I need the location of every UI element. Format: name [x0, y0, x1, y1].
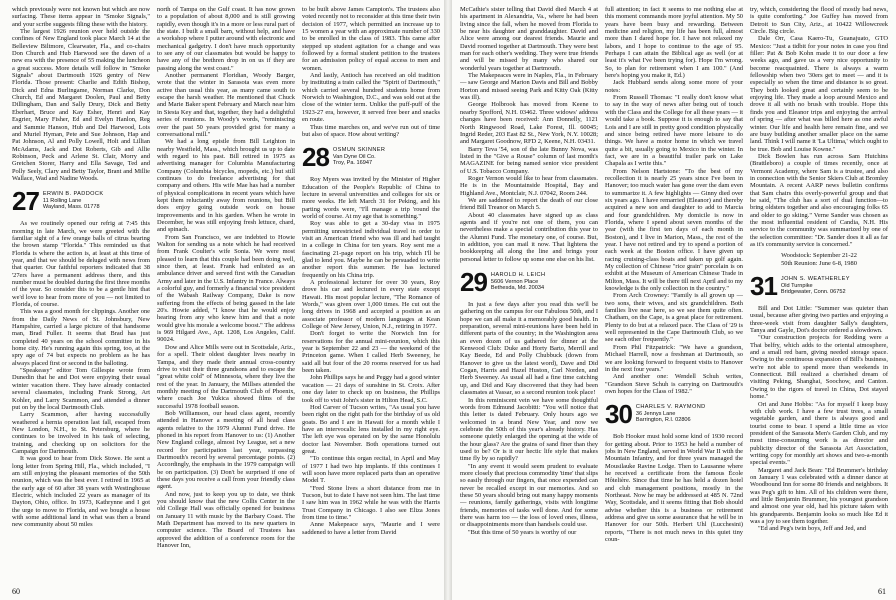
paragraph: From Russell Thomas: "I really don't know what to say in the way of news after being out of touch with the Class and the College for all these years — it would take a book. Suppose it is enough to say that Lois and I are still in pretty good condition physically and since being retired have more leisure to do things. We have a motor home in which we travel quite a bit, usually going to Mexico in the winter. In fact, we are in a beautiful trailer park on Lake Chapala as I write this." — [605, 94, 743, 168]
secretary-address-line1: Old Turnpike — [780, 282, 813, 289]
paragraph: Bob Hooker must hold some kind of 1930 record for getting about. Prior to 1953 he held a number of jobs in New England, served in World War II with the Mountain Infantry, and for three years managed the Mousilauke Ravine Lodge. Then to Lausanne where he received a certificate from the famous École Hôtelière. Since that time he has held a dozen hotel and club management positions, mostly in the Northeast. Now he may be addressed at 485 N. 72nd Way, Scottsdale, and it seems fitting that Bob should advise whether this is a business or retirement address and give us some assurance that he will be in Hanover for our 50th. Herbert Uhl (Lucchesini) reports, "There is not much news in this quiet tiny coun- — [605, 433, 743, 544]
right-page — [452, 0, 896, 600]
paragraph: George Holbrook has moved from Keene to nearby Spofford, N.H. 03462. Three widows' address changes have been received: Ann Donnelly, 1121 North Ringwood Road, Lake Forest, Ill. 60045; Ingrid Reder, 203 East 82 St., New York, N.Y. 10028; and Margaret Goodnow, RFD 2, Keene, N.H. 03431. — [460, 101, 598, 146]
paragraph: north of Tampa on the Gulf coast. It has now grown to a population of about 8,000 and is still growing rapidly, even though it's in a more or less rural part of the state. I built a small barn, without help, and have a workshop where I putter around with electronic and mechanical gadgetry. I don't have much opportunity to see any of our classmates but would be happy to have any of the brethren drop in on us if they are passing along the west coast." — [157, 6, 295, 72]
paragraph: which previously were not known but which are now surfacing. These items appear in "Smoke Signals," and your scribe suggests filing these with the history. — [12, 6, 150, 28]
secretary-name: ERWIN B. PADDOCK — [42, 191, 104, 198]
paragraph: Barry Teva '54, son of the late Bunny Nova, was listed in the "Give a Rouse" column of last month's MAGAZINE for being named senior vice president of U.S. Tobacco Company. — [460, 145, 598, 175]
paragraph: Margaret and Jack Bean: "Ed Brummer's birthday on January 1 was celebrated with a dinner dance at Woodbound Inn for some 80 friends and neighbors. It was Peg's gift to him. All of his children were there, and little Benjamin Brummer, his youngest grandson and almost one year old, had his picture taken with his grandparents. Benjamin looks so much like Ed it was a joy to see them together. — [750, 466, 888, 525]
paragraph: As we routinely opened our refrig at 7:45 this morning in late March, we were greeted with the familiar sight of a few orange balls of citrus bearing the brown stamp "Florida." This reminded us that Florida is where the action is, at least at this time of year, and that we should be deluged with news from that quarter. Our faithful reporters indicated that 38 '27ers have a permanent address there, and this number must be doubled during the first three months of the year. So consider this to be a gentle hint that we'd love to hear from more of you — not limited to Florida, of course. — [12, 220, 150, 309]
secretary-address-line2: Barrington, R.I. 02806 — [635, 417, 691, 424]
page-number: 60 — [12, 587, 20, 596]
paragraph: "Fred Stone lives a short distance from me in Tucson, but to date I have not seen him. The last time I saw him was in 1962 while he was with the Harris Trust Company in Chicago. I also see Eliza Jones from time to time." — [302, 484, 440, 521]
paragraph: This was a good month for clippings. Another one from the Daily News of St. Johnsbury, New Hampshire, carried a large picture of that handsome man, Brad Fuller. It seems that Brad has just completed 40 years on the school committee in his home city. He's running again this spring, too, at the spry age of 74 but expects no problem as he has always placed first or second in the balloting. — [12, 308, 150, 367]
paragraph: "Speakeasy" editor Tom Gillespie wrote from Dunedin that he and Dot were enjoying their usual winter vacation there. They have already contacted several classmates, including Frank Strong, Art Kohler, and Larry Scammon, and attended a dinner put on by the local Dartmouth Club. — [12, 367, 150, 411]
secretary-address-line1: 11 Rolling Lane — [42, 197, 82, 204]
paragraph: It was good to hear from Dick Stowe. He sent a long letter from Spring Hill, Fla., which included, "I am still enjoying the pleasant memories of the 50th reunion, which was the best ever. I retired in 1965 at the early age of 60 after 38 years with Westinghouse Electric, which included 22 years as manager of its Dayton, Ohio, office. In 1973, Kathrynne and I got the urge to move to Florida, and we bought a house with some additional land in what was then a brand new community about 50 miles — [12, 455, 150, 529]
right-column-3 — [750, 6, 888, 583]
paragraph: From Phil Fitzpatrick: "We have a grandson, Michael Harrell, now a freshman at Dartmouth, so we are looking forward to frequent visits to Hanover in the next four years." — [605, 343, 743, 373]
paragraph: And another one: Wendell Schuh writes, "Grandson Steve Schuh is carrying on Dartmouth's own hopes for the Class of 1982." — [605, 373, 743, 395]
paragraph: Jack Hubbard sends along some more of your notes: — [605, 79, 743, 94]
right-column-1 — [460, 6, 598, 583]
class-year: 29 — [460, 267, 487, 298]
paragraph: to be built above James Campion's. The trustees also voted recently not to reconsider at this time their twin decision of 1977, which permitted an increase up to 15 women a year with an approximate number of 330 to be enrolled in the class of 1983. This came after stepped up student agitation for a change and was followed by a formal student petition to the trustees for an admission policy of equal access to men and women. — [302, 6, 440, 72]
paragraph: In this reminiscent vein we have some thoughtful words from Edmund Jacobitti: "You will notice that this letter is dated February. Only hours ago we welcomed in a brand New Year, and now we celebrate the 50th of this year's already history. Has someone quietly enlarged the opening at the wide of the hour glass? Are the grains of sand finer than they used to be? Or is it our hectic life style that makes time fly by so rapidly? — [460, 396, 598, 463]
paragraph: About 40 classmates have signed up as class agents and if you're not one of them, you can nevertheless make a special contribution this year to the Alumni Fund. The monetary one, of course. But, in addition, you can mail it now. That lightens the bookkeeping all along the line and brings your personal letter to follow up some one else on his list. — [460, 211, 598, 263]
paragraph: Thus time marches on, and we've run out of time but also of space. How about writing? — [302, 123, 440, 138]
paragraph: The largest 1926 reunion ever held outside the confines of New England took place March 14 at the Belleview Biltmore, Clearwater, Fla., and co-chairs Don Church and Hub Harwood see the dawn of a new era with the presence of 55 making the luncheon a great success. More details will follow in "Smoke Signals" about Dartmouth 1926 gentry of New Florida. Those present: Charlie and Edith Bishop, Dick and Edna Burlingame, Norman Clarke, Don Church, Ed and Margaret Doolen, Paul and Betty Dillingham, Dan and Sally Drury, Dick and Betty Eberhart, Bruce and Kay Esher, Henri and Kay Esgrier, Mary Fisher, Ed and Evelyn Hanlon, Reg and Sammie Hanson, Hub and Del Harwood, Lois and Muriel Hyman, Pete and Sue Johnson, Hap and Pat Johnson, Al and Polly Lowell, Holt and Lillian McAdams, Jack and Dot Roberts, Gib and Allie Robinson, Peck and Arlene St. Clair, Morry and Gretchen Storer, Harry and Ella Savage, Ted and Polly Seely, Clary and Betty Taylor, Brant and Millie Wallace, Wad and Nadine Woods. — [12, 28, 150, 182]
paragraph: Bob Williamson, our head class agent, recently attended in Hanover a meeting of all head class agents relative to the 1979 Alumni Fund drive. He phoned in his report from Hanover to us: (1) Another New England college, almost Ivy League, set a new record for participation last year, surpassing Dartmouth's record by several percentage points. (2) Accordingly, the emphasis in the 1979 campaign will be on participation. (3) Don't be surprised if one of these days you receive a call from your friendly class agent. — [157, 409, 295, 491]
secretary-name: JOHN S. WEATHERLEY — [780, 276, 850, 283]
paragraph: Larry Scammon, after having successfully weathered a hernia operation last fall, escaped from New London, N.H., to St. Petersburg, where he continues to be involved in his task of selecting, training, and checking up on solicitors for the Campaign for Dartmouth. — [12, 411, 150, 455]
left-column-1 — [12, 6, 150, 583]
secretary-address-line1: 5606 Vernon Place — [490, 278, 539, 285]
class-secretary-info — [43, 188, 104, 211]
secretary-address-line1: Van Dyne Oil Co. — [332, 153, 376, 160]
paragraph: Ori and June Hobbs: "As for myself I keep busy with club work. I have a few trust trees, a small vegetable garden, and there is always good and tourist come to bear. I spend a little time as vice president of the Sarasota Men's Garden Club, and my most time-consuming work is as director and publicity director of the Sarasota Art Association, writing copy for monthly art shows and two-a-month special events." — [750, 400, 888, 467]
paragraph: We are saddened to report the death of our close friend Bill Treanor on March 5. — [460, 196, 598, 212]
paragraph: We had a long epistle from Bill Leighton in nearby Westfield, Mass., which brought us up to date with regard to his past. Bill retired in 1975 as advertising manager for Columbia Manufacturing Company (Columbia bicycles, mopeds, etc.) but still continues to do freelance advertising for that company and others. His wife Mae has had a number of physical complications in recent years which have kept them reluctantly away from reunions, but Bill does enjoy going outside work on house improvements and in his garden. When he wrote in December, he was still enjoying fresh lettuce, chard, and spinach. — [157, 138, 295, 234]
paragraph: Bill and Dot Little: "Summer was quieter than usual, because after giving two parties and enjoying a three-week visit from daughter Sally's daughters, Tanya and Gayle, Dot's doctor ordered a slowdown. — [750, 305, 888, 335]
reunion-note: 50th Reunion: June 6-8, 1980 — [781, 259, 857, 267]
secretary-address-line2: Wayland, Mass. 01778 — [42, 204, 100, 211]
paragraph: Anne Makepeace says, "Maurie and I were saddened to have a letter from David — [302, 521, 440, 536]
left-column-2 — [157, 6, 295, 583]
class-year: 31 — [750, 271, 777, 302]
class-year: 27 — [12, 186, 39, 217]
class-header-1927 — [12, 186, 150, 217]
paragraph: Dick Bowlen has run across Sam Hutchins (Brattleboro) a couple of times recently, once at Vermont Academy, where Sam is a trustee, and also in connection with the Senior Skiers Club at Bromley Mountain. A recent AARP news bulletin confirms that Sam chairs this overly-powerful group and that he said, "The club has a sort of dual function—to bring oldsters together and also encouraging folks 65 and older to go skiing." Verne Sander was chosen as the most influential resident of Candia, N.H. His service to the community was summarized by one of the selection committee: "Dr. Sander does it all as far as it's community service is concerned." — [750, 152, 888, 248]
secretary-name: HAROLD H. LEICH — [490, 272, 546, 279]
paragraph: McCathie's sister telling that David died March 4 at his apartment in Alexandria, Va., where he had been living since the fall, when he moved from Florida to be near his daughter and granddaughter. David and Alice were among our dearest friends. Maurie and David roomed together at Dartmouth. They were best man for each other's wedding. They were true friends and will be missed by many who shared our wonderful years together at Dartmouth. — [460, 6, 598, 72]
class-secretary-info — [781, 273, 850, 296]
paragraph: The Makepeaces were in Naples, Fla., in February — saw George and Marion Davis and Bill and Bobby Horton and missed seeing Park and Kitty Oak (Kitty was ill). — [460, 72, 598, 102]
paragraph: "In any event it would seem prudent to evaluate more closely that precious commodity 'time' that slips so easily through our fingers, that once expended can never be recalled except in our memories. And so these 50 years should bring out many happy moments — reunions, family gatherings, visits with longtime friends, memories of tasks well done. And for some there was harm too — the loss of loved ones, illness, or disappointments more than handsels could use. — [460, 462, 598, 529]
class-header-1930 — [605, 399, 743, 430]
paragraph: Dow and Alice Mills were out in Scottsdale, Ariz., for a spell. Their oldest daughter lives nearby in Tampa, and they made their annual cross-country drive to visit their three grandsons and to escape the "great white cold" of Minnesota, where they live the rest of the year. In January, the Millses attended the monthly meeting of the Dartmouth Club of Phoenix, where coach Joe Yukica showed films of the successful 1978 football season. — [157, 343, 295, 410]
paragraph: From Nelson Hartstone: "To the best of my recollection it is nearly 25 years since I've been in Hanover; too much water has gone over the dam even to summarize it. A few highlights — Ginny died over six years ago. I have remarried (Eleanor) and thereby acquired a new son and daughter to add to Marcia and four grandchildren. My domicile is now in Florida, where I spend about seven months of the year (with the first ten days of each month in Boston), and I live in Marion, Mass., the rest of the year. I have not retired and try to spend a portion of each week at the Boston office. I have given up racing cruising-class boats and taken up golf again. My collection of Chinese "rice grain" porcelain is on exhibit at the Museum of American Chinese Trade in Milton, Mass. It will be there till next April and to my knowledge is the only collection in the country." — [605, 167, 743, 293]
paragraph: try, which, considering the flood of mostly bad news, is quite comforting." Joe Guffey has moved from Detroit to Sun City, Ariz., at 10422 Willowcreek Circle. Big circle. — [750, 6, 888, 36]
class-year: 30 — [605, 399, 632, 430]
class-header-1929 — [460, 267, 598, 298]
paragraph: Roy Myers was invited by the Minister of Higher Education of the People's Republic of China to lecture in several universities and colleges for six or more weeks. He left March 31 for Peking, and his parting words were, "I'll manage a trip 'round the world of course. At my age that is something." — [302, 176, 440, 220]
paragraph: full attention; in fact it seems to me nothing else at this moment commands more joyful attention. My 50 years have been busy and rewarding. Between medicine and religion, my life has been full, almost more than I dared hope for. I have not relaxed my labors, and I hope to continue to the age of 95. Perhaps I can attain the Biblical age as well (or at least it's what I've been trying for). Hope I'm wrong. So, to plan for retirement when I am 100." (And here's hoping you make it, Ed.) — [605, 6, 743, 80]
paragraph: Don't forget to write the Norwich Inn for reservations for the annual mini-reunion, which this year is September 22 and 23 — the weekend of the Princeton game. When I called Herb Sweeney, he said all but four of the 20 rooms reserved for us had been taken. — [302, 330, 440, 375]
book-gutter — [444, 0, 452, 600]
paragraph: "Our construction projects for Redding were a Thai belfry, which adds to the oriental atmosphere, and a small red barn, giving needed storage space. Owing to the continuous expansion of Bill's business, we're not able to spend more than weekends in Connecticut. Bill realized a cherished dream of visiting Peking, Shanghai, Soochow, and Canton. Owing to the rigors of travel in China, Dot stayed home." — [750, 334, 888, 401]
secretary-address-line2: Bridgewater, Conn. 06752 — [780, 289, 846, 296]
paragraph: Another permanent Floridian, Woody Barger, wrote that the winter in Sarasota was even more active than usual this year, as many came south to escape the harsh weather. He mentioned that Chuck and Marie Baker spent February and March near him in Siesta Key and that, together, they had a delightful series of reunions. In Woody's words, "reminiscing over the past 50 years provided grist for many a conversational mill." — [157, 72, 295, 138]
class-header-1928 — [302, 142, 440, 173]
secretary-address-line2: Troy, Pa. 16947 — [332, 160, 373, 167]
paragraph: Roger Vernon would like to hear from classmates. He is in the Mountainside Hospital, Bay and Highland Ave., Montclair, N.J. 07042, Room 244. — [460, 174, 598, 197]
secretary-address-line2: Bethesda, Md. 20034 — [490, 285, 545, 292]
paragraph: From San Francisco, we are indebted to Howie Walton for sending us a note which he had received from Frank Coulter's wife Sonia. We were most pleased to learn that this couple had been doing well, since then, at least. Frank had enlisted as an ambulance driver and served first with the Canadian Army and later in the U.S. Infantry in France. Always a colorful guy, and formerly a financial vice president of the Wabash Railway Company, Dake is now suffering from the effects of being gassed in the late 20's. Howie added, "I know that he would enjoy hearing from any who knew him and that a note would give his morale a welcome boost." The address is 969 Hilgard Ave., Apt. 1208, Los Angeles, Calif. 90024. — [157, 233, 295, 344]
paragraph: Hod Carver of Tucson writes, "As usual you have been right on the right path for the birthday of us old goats. Bo and I are in Hawaii for a month while I have an intervocalic lens installed in my right eye. The left eye was operated on by the same Honolulu doctor last November. Both operations turned out great. — [302, 403, 440, 455]
left-page — [0, 0, 444, 600]
class-header-1931 — [750, 271, 888, 302]
paragraph: "To continue this organ recital, in April and May of 1977 I had two hip implants. If this continues I will soon have more replaced parts than an operative Model T. — [302, 455, 440, 485]
paragraph: Dale Orr, Casa Kaero-Tu, Guanajuato, GTO Mexico: "Just a tidbit for your notes in case you find filler: Pat & Bob Kohn made it to our door a few weeks ago, and gave us a very nice opportunity to become reacquainted. There is always a warm fellowship when two '30ers get to meet — and it is especially so when the time and distance is so great. They both looked great and certainly seem to be enjoying life. They made a loop around Mexico and drove it all with no brush with trouble. Hope this finds you and Eleanor trips and enjoying the arrival of spring — after what was billed here as one awful winter. Our life and health here remain fine, and we are busy building another smaller place on the same land. Think I will name it 'La Ultima,' which ought to be true. Bob and Louise Kowne." — [750, 35, 888, 153]
paragraph: "Ed and Peg's twin boys, Jeff and Jed, and — [758, 525, 867, 533]
paragraph: A professional lecturer for over 30 years, Roy drove his car and lectured in every state except Hawaii. His most popular lecture, "The Romance of Words," was given over 1,000 times. He cut out the long drives in 1968 and accepted a position as an associate professor of modern languages at Kean College of New Jersey, Union, N.J., retiring in 1977. — [302, 279, 440, 331]
page-number: 61 — [878, 587, 886, 596]
class-secretary-info — [491, 269, 546, 292]
class-secretary-info — [636, 401, 706, 424]
left-column-3 — [302, 6, 440, 583]
paragraph: "But this time of 50 years is worthy of our — [468, 528, 577, 536]
secretary-name: CHARLES V. RAYMOND — [635, 404, 706, 411]
paragraph: John Phillips says he and Peggy had a good winter vacation — 21 days of sunshine in St. Croix. After one day later to check up on business, the Phillips took off to visit John's sister in Hilton Head, S.C. — [302, 374, 440, 404]
secretary-name: OSMUN SKINNER — [332, 147, 386, 154]
class-secretary-info — [333, 144, 385, 167]
paragraph: In just a few days after you read this we'll be gathering on the campus for our Fabulous 50th, and I hope we can all make it a memorably good health. In preparation, several mini-reunions have been held in different parts of the country; in the Washington area an even dozen of us gathered for dinner at the Kenwood Club: Duke and Horty Barto, Merrill and Kay Beede, Ed and Polly Chubbuck (down from Hanover to give us the latest word), Dave and Did Cogan, Harris and Hazel Huston, Carl Norden, and Herb Sweeney. As usual all had a fine time catching up, and Did and Kay discovered that they had been classmates at Vassar, so a second reunion took place! — [460, 301, 598, 397]
paragraph: And lastly, Antioch has received an old tradition by instituting a train called the "Spirit of Dartmouth," which carried several hundred students home from Norwich to Washington, D.C., and was sold out at the close of the winter term. Unlike the puff-puff of the 1923-27 era, however, it served free beer and snacks en route. — [302, 72, 440, 124]
paragraph: And now, just to keep you up to date, we think you should know that the new Collis Center in the old College Hall was officially opened for business on January 11 with music by the Barbary Coast. The Math Department has moved to its new quarters in computer science. The Board of Trustees has approved the addition of a conference room for the Hanover Inn, — [157, 490, 295, 550]
paragraph: From Arch Crowney: "Family is all grown up — two sons, their wives, and six grandchildren. Both families live near here, so we see them quite often. Chatham, on the Cape, is a great place for retirement. Plenty to do but at a relaxed pace. The Class of '29 is well represented in the Cape Dartmouth Club, so we see each other frequently." — [605, 292, 743, 344]
class-year: 28 — [302, 142, 329, 173]
right-column-2 — [605, 6, 743, 583]
secretary-address-line1: 36 Jennys Lane — [635, 410, 676, 417]
reunion-note: Woodstock: September 21-22 — [781, 252, 857, 260]
paragraph: Roy was able to get a 30-day visa in 1975 permitting unrestricted individual travel in order to visit an American friend who was ill and had taught in a college in China for ten years. Roy sent me a fascinating 21-page report on his trip, which I'll be glad to lend you. Maybe he can be persuaded to write another report this summer. He has lectured frequently on his China trip. — [302, 220, 440, 279]
